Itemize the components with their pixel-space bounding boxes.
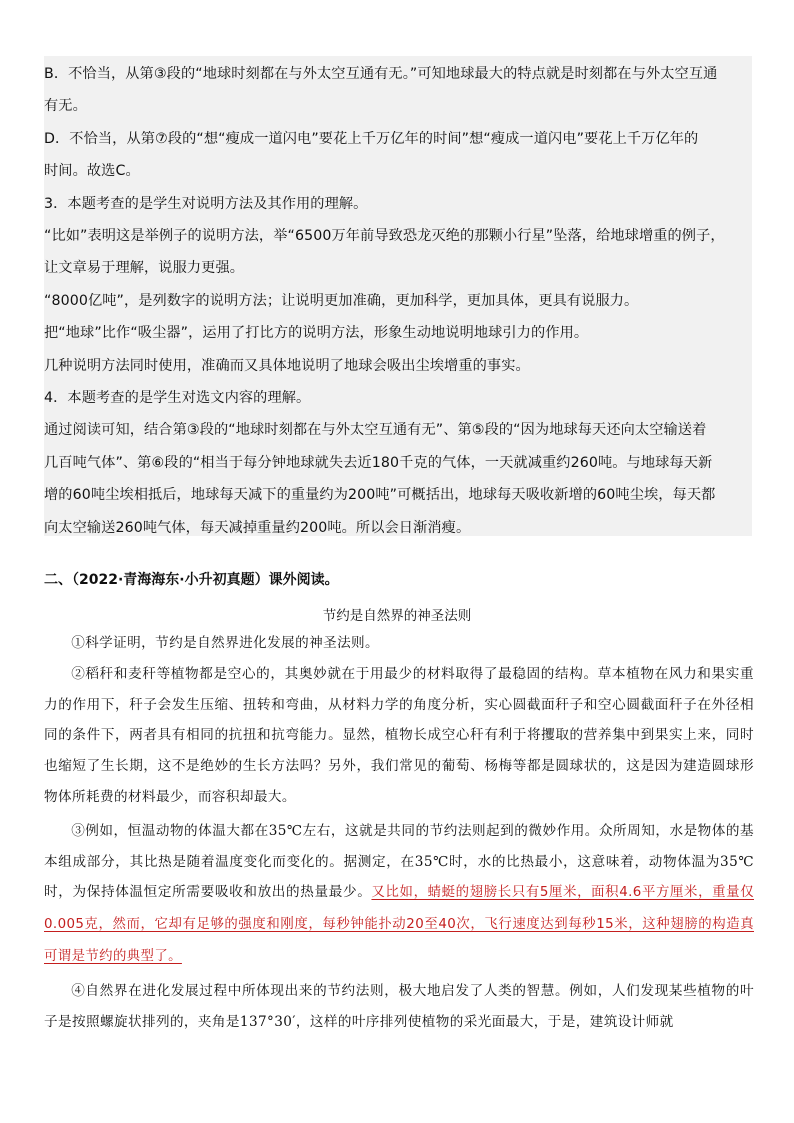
answer-line: 时间。故选C。 bbox=[44, 163, 140, 180]
answer-line: 增的60吨尘埃相抵后，地球每天减下的重量约为200吨”可概括出，地球每天吸收新增的60吨尘埃，每天都 bbox=[44, 487, 716, 504]
highlighted-sentence: 又比如，蜻蜓的翅膀长只有5厘米，面积4.6平方厘米，重量仅0.005克，然而，它却有足够的强度和刚度，每秒钟能扑动20至40次，飞行速度达到每秒15米，这种翅膀的构造真可谓是节约的典型了。 bbox=[44, 885, 754, 964]
article-paragraph-1: ①科学证明，节约是自然界进化发展的神圣法则。 bbox=[71, 635, 380, 651]
answer-line: 让文章易于理解，说服力更强。 bbox=[44, 260, 245, 277]
article-body bbox=[44, 628, 754, 1037]
article-paragraph-3 bbox=[44, 816, 754, 973]
answer-line: 3．本题考查的是学生对说明方法及其作用的理解。 bbox=[44, 195, 368, 212]
answer-line: 向太空输送260吨气体，每天减掉重量约200吨。所以会日渐消瘦。 bbox=[44, 519, 471, 536]
article-paragraph-4: ④自然界在进化发展过程中所体现出来的节约法则，极大地启发了人类的智慧。例如，人们发现某些植物的叶子是按照螺旋状排列的，夹角是137°30′，这样的叶序排列使植物的采光面最大，于是，建筑设计师就 bbox=[44, 982, 754, 1030]
answer-line: 有无。 bbox=[44, 98, 87, 115]
answer-explanation-block bbox=[44, 56, 752, 536]
answer-line: 4．本题考查的是学生对选文内容的理解。 bbox=[44, 390, 311, 407]
paragraph-3-text: ③例如，恒温动物的体温大都在35℃左右，这就是共同的节约法则起到的微妙作用。众所周知，水是物体的基本组成部分，其比热是随着温度变化而变化的。据测定，在35℃时，水的比热最小，这意味着，动物体温为35℃时，为保持体温恒定所需要吸收和放出的热量最少。 bbox=[44, 822, 754, 901]
answer-line: 几种说明方法同时使用，准确而又具体地说明了地球会吸出尘埃增重的事实。 bbox=[44, 357, 530, 374]
answer-line: “8000亿吨”，是列数字的说明方法；让说明更加准确，更加科学，更加具体，更具有说服力。 bbox=[44, 292, 639, 309]
answer-line: 几百吨气体”、第⑥段的“相当于每分钟地球就失去近180千克的气体，一天就减重约260吨。与地球每天新 bbox=[44, 454, 713, 471]
section-heading: 二、（2022·青海海东·小升初真题）课外阅读。 bbox=[44, 572, 339, 588]
answer-line: B．不恰当，从第③段的“地球时刻都在与外太空互通有无。”可知地球最大的特点就是时刻都在与外太空互通 bbox=[44, 66, 718, 82]
answer-line: D．不恰当，从第⑦段的“想“瘦成一道闪电”要花上千万亿年的时间”想“瘦成一道闪电”要花上千万亿年的 bbox=[44, 130, 699, 147]
answer-line: 把“地球”比作“吸尘器”，运用了打比方的说明方法，形象生动地说明地球引力的作用。 bbox=[44, 325, 589, 342]
article-paragraph-2: ②稻秆和麦秆等植物都是空心的，其奥妙就在于用最少的材料取得了最稳固的结构。草本植物在风力和果实重力的作用下，秆子会发生压缩、扭转和弯曲，从材料力学的角度分析，实心圆截面秆子和空心圆截面秆子在外径相同的条件下，两者具有相同的抗扭和抗弯能力。显然，植物长成空心秆有利于将攫取的营养集中到果实上来，同时也缩短了生长期，这不是绝妙的生长方法吗？另外，我们常见的葡萄、杨梅等都是圆球状的，这是因为建造圆球形物体所耗费的材料最少，而容积却最大。 bbox=[44, 665, 754, 805]
answer-line: “比如”表明这是举例子的说明方法，举“6500万年前导致恐龙灭绝的那颗小行星”坠落，给地球增重的例子， bbox=[44, 228, 725, 245]
answer-line: 通过阅读可知，结合第③段的“地球时刻都在与外太空互通有无”、第⑤段的“因为地球每天还向太空输送着 bbox=[44, 422, 707, 439]
article-title: 节约是自然界的神圣法则 bbox=[322, 608, 472, 624]
